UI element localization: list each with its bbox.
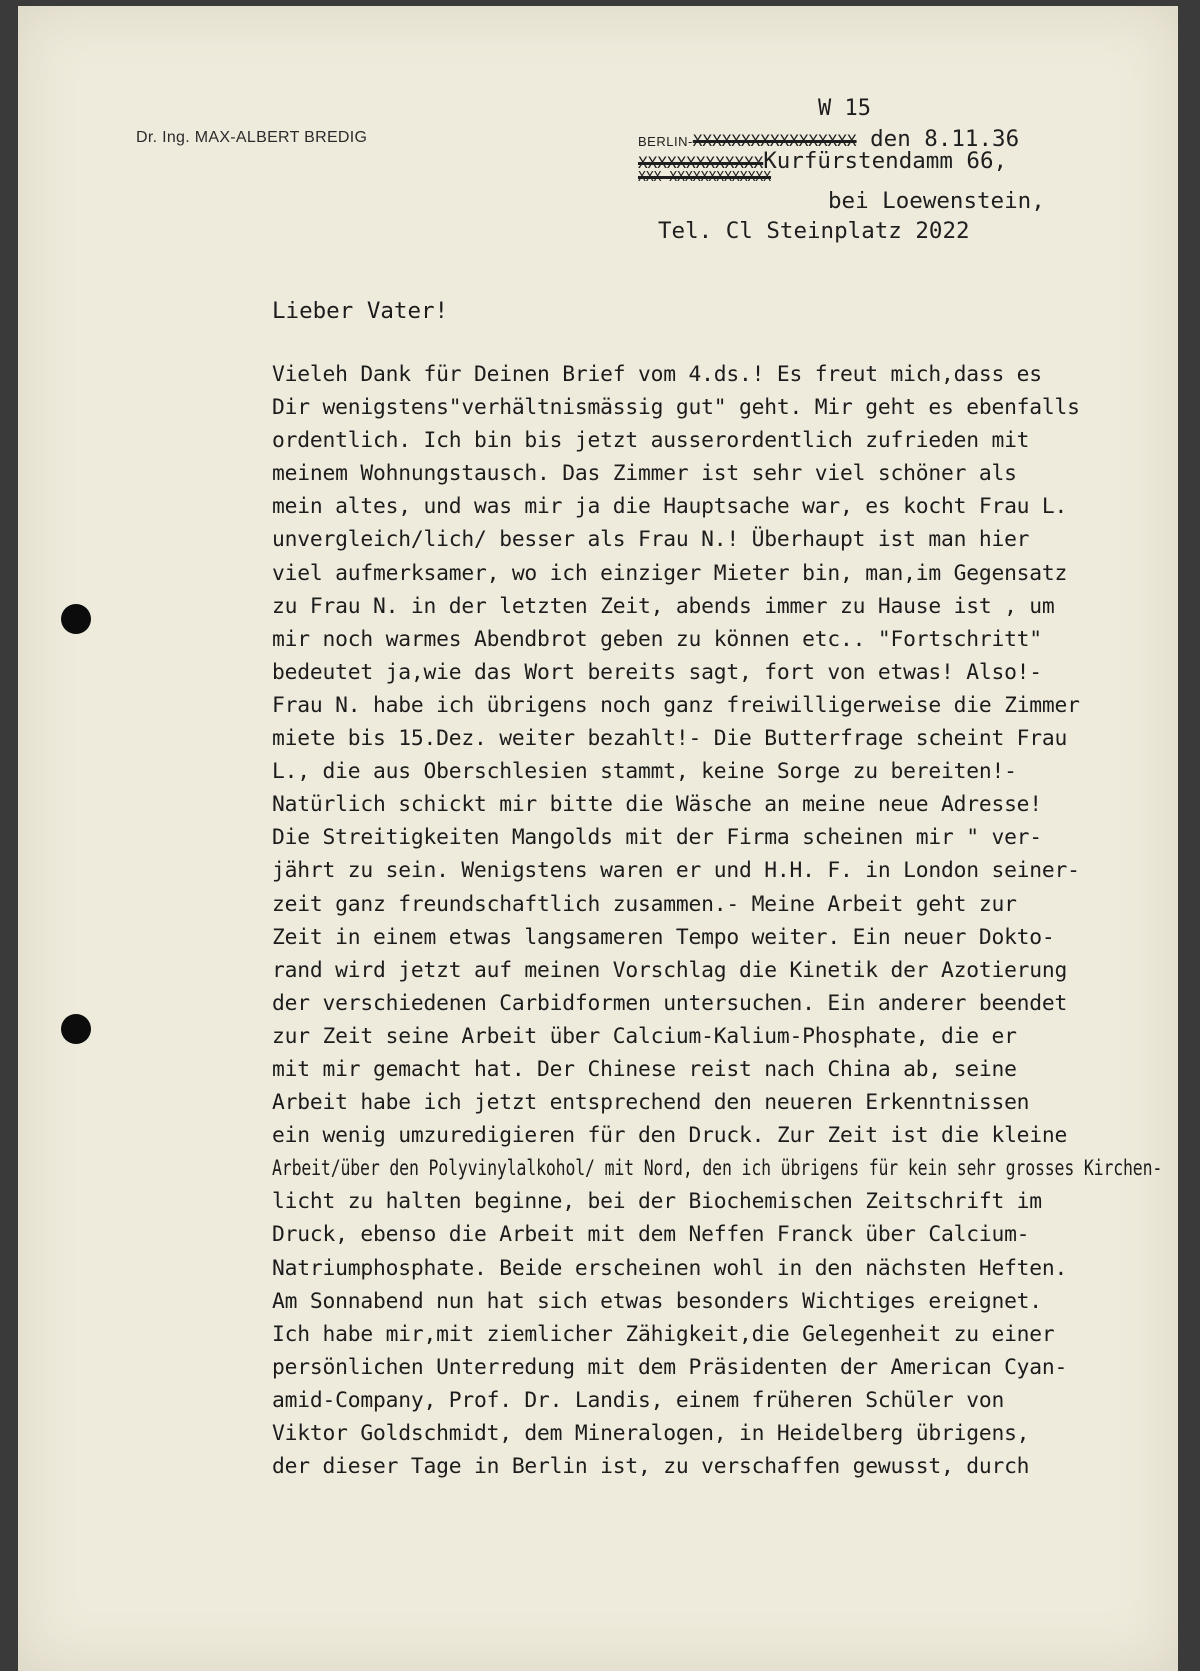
struck-text: XXXXXXXXXXXXXXXXX bbox=[692, 131, 857, 150]
letter-body bbox=[272, 358, 1162, 1483]
body-line: amid-Company, Prof. Dr. Landis, einem früheren Schüler von bbox=[272, 1387, 1005, 1413]
body-line: licht zu halten beginne, bei der Biochemischen Zeitschrift im bbox=[272, 1189, 1042, 1215]
letter-page bbox=[18, 6, 1178, 1671]
body-line: zur Zeit seine Arbeit über Calcium-Kalium-Phosphate, die er bbox=[272, 1023, 1017, 1049]
body-line: viel aufmerksamer, wo ich einziger Mieter bin, man,im Gegensatz bbox=[272, 560, 1068, 586]
body-line: Druck, ebenso die Arbeit mit dem Neffen Franck über Calcium- bbox=[272, 1222, 1030, 1248]
body-line: L., die aus Oberschlesien stammt, keine Sorge zu bereiten!- bbox=[272, 759, 1017, 785]
punch-hole bbox=[61, 604, 91, 634]
body-line: Am Sonnabend nun hat sich etwas besonders Wichtiges ereignet. bbox=[272, 1288, 1042, 1314]
body-line: zeit ganz freundschaftlich zusammen.- Meine Arbeit geht zur bbox=[272, 891, 1017, 917]
body-line: meinem Wohnungstausch. Das Zimmer ist sehr viel schöner als bbox=[272, 461, 1017, 487]
body-line: unvergleich/lich/ besser als Frau N.! Überhaupt ist man hier bbox=[272, 527, 1030, 553]
body-line: ordentlich. Ich bin bis jetzt ausserordentlich zufrieden mit bbox=[272, 428, 1030, 454]
body-line: Zeit in einem etwas langsameren Tempo weiter. Ein neuer Dokto- bbox=[272, 924, 1055, 950]
salutation: Lieber Vater! bbox=[272, 298, 449, 324]
body-line: Vieleh Dank für Deinen Brief vom 4.ds.! Es freut mich,dass es bbox=[272, 362, 1042, 387]
phone-line: Tel. Cl Steinplatz 2022 bbox=[658, 218, 970, 244]
body-line: Arbeit/über den Polyvinylalkohol/ mit Nord, den ich übrigens für kein sehr grosses Kirchen- bbox=[272, 1156, 1163, 1182]
body-line: zu Frau N. in der letzten Zeit, abends immer zu Hause ist , um bbox=[272, 593, 1055, 619]
body-line: der dieser Tage in Berlin ist, zu verschaffen gewusst, durch bbox=[272, 1454, 1030, 1480]
body-line: ein wenig umzuredigieren für den Druck. Zur Zeit ist die kleine bbox=[272, 1123, 1068, 1149]
body-line: Frau N. habe ich übrigens noch ganz freiwilligerweise die Zimmer bbox=[272, 692, 1080, 718]
letter-date: den 8.11.36 bbox=[870, 126, 1020, 152]
street-address: Kurfürstendamm 66, bbox=[763, 148, 1008, 174]
punch-hole bbox=[61, 1014, 91, 1044]
body-line: Natriumphosphate. Beide erscheinen wohl in den nächsten Heften. bbox=[272, 1255, 1068, 1281]
body-line: rand wird jetzt auf meinen Vorschlag die Kinetik der Azotierung bbox=[272, 957, 1068, 983]
body-line: mir noch warmes Abendbrot geben zu können etc.. "Fortschritt" bbox=[272, 626, 1042, 652]
address-line-3 bbox=[638, 170, 771, 185]
struck-text: XXXXXXXXXXXXX bbox=[638, 153, 764, 172]
postal-district: W 15 bbox=[818, 96, 871, 121]
body-line: miete bis 15.Dez. weiter bezahlt!- Die Butterfrage scheint Frau bbox=[272, 726, 1068, 752]
body-line: jährt zu sein. Wenigstens waren er und H.H. F. in London seiner- bbox=[272, 858, 1080, 884]
body-line: Natürlich schickt mir bitte die Wäsche an meine neue Adresse! bbox=[272, 792, 1042, 818]
letterhead-name: Dr. Ing. MAX-ALBERT BREDIG bbox=[136, 129, 368, 146]
body-line: Arbeit habe ich jetzt entsprechend den neueren Erkenntnissen bbox=[272, 1090, 1030, 1116]
body-line: mit mir gemacht hat. Der Chinese reist nach China ab, seine bbox=[272, 1056, 1017, 1082]
body-line: mein altes, und was mir ja die Hauptsache war, es kocht Frau L. bbox=[272, 494, 1068, 520]
body-line: persönlichen Unterredung mit dem Präsidenten der American Cyan- bbox=[272, 1354, 1068, 1380]
body-line: Ich habe mir,mit ziemlicher Zähigkeit,die Gelegenheit zu einer bbox=[272, 1321, 1055, 1347]
body-line: bedeutet ja,wie das Wort bereits sagt, fort von etwas! Also!- bbox=[272, 659, 1042, 685]
body-line: der verschiedenen Carbidformen untersuchen. Ein anderer beendet bbox=[272, 990, 1068, 1016]
care-of-line: bei Loewenstein, bbox=[828, 188, 1045, 214]
body-line: Die Streitigkeiten Mangolds mit der Firma scheinen mir " ver- bbox=[272, 825, 1042, 851]
body-line: Viktor Goldschmidt, dem Mineralogen, in Heidelberg übrigens, bbox=[272, 1421, 1030, 1446]
city-label: BERLIN- bbox=[638, 134, 693, 149]
struck-text: XXX XXXXXXXXXXXXX bbox=[638, 170, 772, 185]
body-line: Dir wenigstens"verhältnismässig gut" geht. Mir geht es ebenfalls bbox=[272, 395, 1080, 421]
